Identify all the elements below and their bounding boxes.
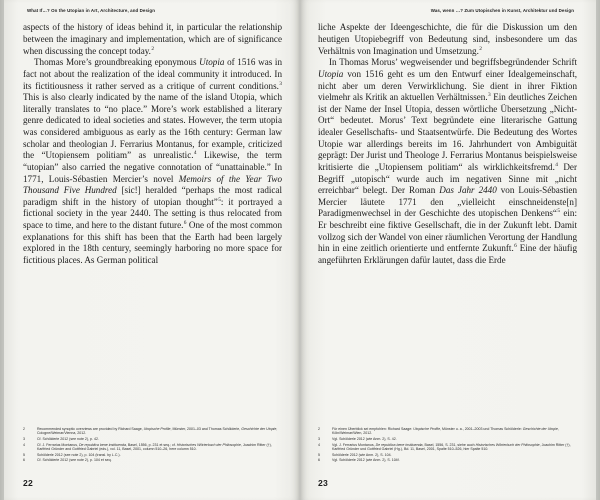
footnote-marker: 3 xyxy=(279,80,282,87)
footnote-number: 2 xyxy=(318,426,320,431)
footnote-entry xyxy=(318,427,577,436)
footnote-text: Cf. Schölderle 2012 (see note 2), p. 104 et seq. xyxy=(37,458,112,463)
footnote-entry xyxy=(23,453,282,458)
footnote-number: 3 xyxy=(23,436,25,441)
footnote-text: Recommended synoptic overviews are provided by Richard Saage, Utopische Profile, Münster, 2001–03 and Thomas Schölderle, Geschichte der Utopie, Cologne/Weimar/Vienna, 2012. xyxy=(37,426,278,436)
footnote-marker: 2 xyxy=(479,45,482,52)
paragraph: aspects of the history of ideas behind it, in particular the relationship between the imaginary and implementation, which are of significance when discussing the concept today.$^2$ xyxy=(23,22,282,56)
running-head-left: What If…? On the Utopian in Art, Architecture, and Design xyxy=(27,8,155,13)
paragraph: Thomas More’s groundbreaking eponymous Utopia of 1516 was in fact not about the realization of the ideal community it introduced. In its fictitiousness it rather served as a critique of current conditions.$^3$ This is also clearly indicated by the name of the island Utopia, which literally translates to “no place.” More’s work established a literary genre dedicated to ideal societies and states. However, the term utopia was considered ambiguous as early as the 16th century: German law scholar and theologian J. Ferrarius Montanus, for example, criticized the “Utopiensem politiam” as unrealistic.$^4$ Likewise, the term “utopian” also carried the negative connotation of “unattainable.” In 1771, Louis-Sébastien Mercier’s novel Memoirs of the Year Two Thousand Five Hundred [sic!] heralded “perhaps the most radical paradigm shift in the history of utopian thought”$^5$: it portrayed a fictional society in the year 2440. The setting is thus relocated from space to time, and here to the distant future.$^6$ One of the most common explanations for this shift has been that the Earth had been largely explored in the 18th century, seemingly harboring no more space for fictitious places. As German political xyxy=(23,57,283,265)
footnotes-left xyxy=(23,427,282,464)
page-number-left: 22 xyxy=(23,478,33,488)
footnote-marker: 5 xyxy=(557,208,561,215)
footnote-number: 6 xyxy=(318,458,320,463)
footnote-text: Für einen Überblick sei empfohlen: Richard Saage: Utopische Profile, Münster u. a., 2001–2003 und Thomas Schölderle: Geschichte der Utopie, Köln/Weimar/Wien, 2012. xyxy=(332,426,559,436)
footnote-marker: 5 xyxy=(218,196,221,203)
footnote-number: 2 xyxy=(23,426,25,431)
page-right xyxy=(300,0,596,500)
footnote-text: Vgl. J. Ferrarius Montanus, De republica bene instituenda, Basel, 1556, S. 231, siehe auch Historisches Wörterbuch der Philosophie, Joachim Ritter (†), Karlfried Gründer und Gottfried Gabriel (Hg.), Bd. 11, Basel, 2001, Spalte 510–526, hier Spalte 510. xyxy=(332,442,571,452)
footnote-number: 3 xyxy=(318,436,320,441)
footnote-number: 4 xyxy=(23,442,25,447)
footnote-text: Schölderle 2012 (wie Anm. 2), S. 104. xyxy=(332,452,392,457)
footnote-entry xyxy=(318,458,577,463)
footnotes-right xyxy=(318,427,577,464)
running-head-right: Was, wenn …? Zum Utopischen in Kunst, Architektur und Design xyxy=(430,8,574,13)
footnote-number: 6 xyxy=(23,458,25,463)
body-text-left xyxy=(23,22,282,266)
paragraph: liche Aspekte der Ideengeschichte, die für die Diskussion um den heutigen Utopiebegriff von Bedeutung sind, insbesondere um das Verhältnis von Imagination und Umsetzung.$^2$ xyxy=(318,22,577,56)
footnote-text: Schölderle 2012 (see note 2), p. 104 (transl. by L.C.). xyxy=(37,452,121,457)
footnote-entry xyxy=(23,443,282,452)
footnote-number: 5 xyxy=(23,452,25,457)
footnote-text: Vgl. Schölderle 2012 (wie Anm. 2), S. 42. xyxy=(332,436,397,441)
footnote-text: Cf. Schölderle 2012 (see note 2), p. 42. xyxy=(37,436,99,441)
footnote-marker: 2 xyxy=(151,45,155,52)
footnote-entry xyxy=(318,453,577,458)
footnote-text: Vgl. Schölderle 2012 (wie Anm. 2), S. 104f. xyxy=(332,458,400,463)
footnote-number: 5 xyxy=(318,452,320,457)
footnote-entry xyxy=(23,427,282,436)
footnote-entry xyxy=(23,437,282,442)
footnote-marker: 4 xyxy=(193,150,197,157)
footnote-marker: 3 xyxy=(488,92,491,99)
paragraph: In Thomas Morus’ wegweisender und begriffsbegründender Schrift Utopia von 1516 geht es um den Entwurf einer Idealgemeinschaft, nicht aber um deren Verwirklichung. Sie dient in ihrer Fiktion vielmehr als Kritik an aktuellen Verhältnissen.$^3$ Ein deutliches Zeichen ist der Name der Insel Utopia, dessen wörtliche Übersetzung „Nicht-Ort“ bedeutet. Morus’ Text begründete eine literarische Gattung idealer Gesellschafts- und Staatsentwürfe. Die Bedeutung des Wortes Utopie war allerdings bereits im 16. Jahrhundert von Ambiguität geprägt: Der Jurist und Theologe J. Ferrarius Montanus beispielsweise kritisierte die „Utopiensem politiam“ als wirklichkeitsfremd.$^4$ Der Begriff „utopisch“ wurde auch im negativen Sinne mit „nicht erreichbar“ belegt. Der Roman Das Jahr 2440 von Louis-Sébastien Mercier läutete 1771 den „vielleicht einschneidenste[n] Paradigmenwechsel in der Geschichte des utopischen Denkens“$^5$ ein: Er beschreibt eine fiktive Gesellschaft, die in der Zukunft lebt. Damit vollzog sich der Wandel von einer räumlichen Verortung der Handlung hin in eine zeitlich orientierte und entfernte Zukunft.$^6$ Eine der häufig angeführten Erklärungen dafür lautet, dass die Erde xyxy=(318,57,578,265)
body-text-right xyxy=(318,22,577,266)
footnote-entry xyxy=(318,437,577,442)
footnote-entry xyxy=(318,443,577,452)
footnote-marker: 4 xyxy=(555,161,558,168)
page-left xyxy=(4,0,300,500)
page-number-right: 23 xyxy=(318,478,328,488)
footnote-number: 4 xyxy=(318,442,320,447)
footnote-text: Cf. J. Ferrarius Montanus, De republica bene instituenda, Basel, 1556, p. 231 et seq.; cf. Historisches Wörterbuch der Philosophie, Joachim Ritter (†), Karlfried Gründer and Gottfried Gabriel (eds.), vol. 11, Basel, 2001, column 510–26, here column 510. xyxy=(37,442,272,452)
footnote-marker: 6 xyxy=(183,220,187,226)
footnote-entry xyxy=(23,458,282,463)
footnote-marker: 6 xyxy=(514,243,517,250)
